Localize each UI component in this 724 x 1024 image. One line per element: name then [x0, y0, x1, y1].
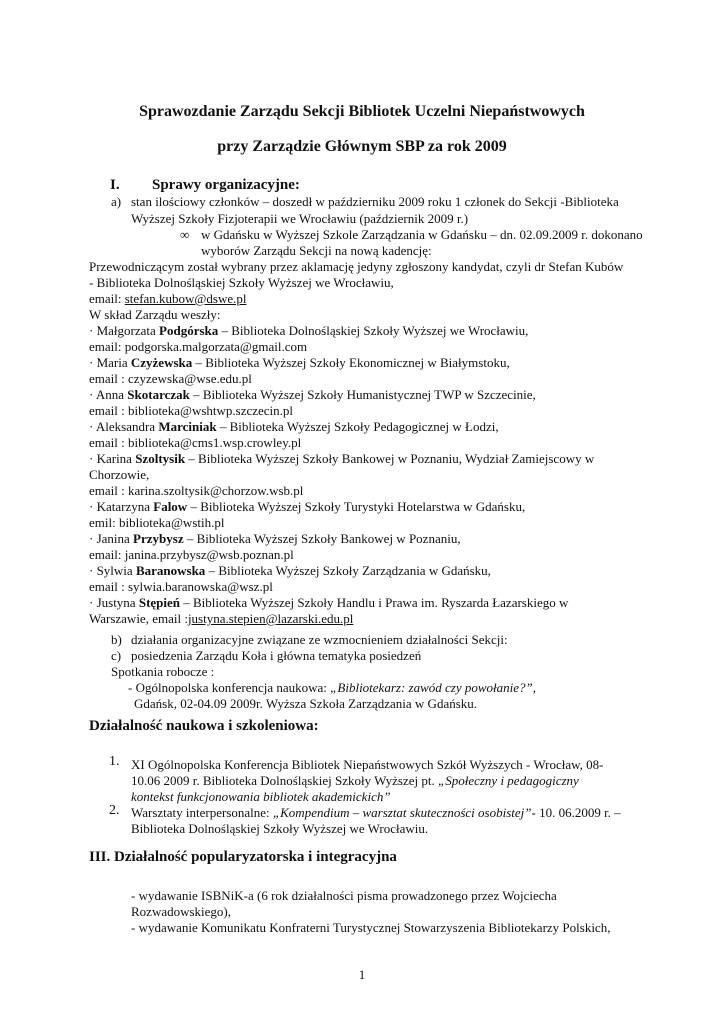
section-2-item-1-title: „Społeczny i pedagogiczny	[437, 773, 579, 788]
member-email: email : biblioteka@cms1.wsp.crowley.pl	[89, 435, 302, 450]
member-email-label: Warszawie, email :	[89, 611, 188, 626]
member-line	[89, 386, 536, 403]
document-title-line2: przy Zarządzie Głównym SBP za rok 2009	[217, 138, 507, 155]
member-library: – Biblioteka Wyższej Szkoły Turystyki Hotelarstwa w Gdańsku,	[187, 499, 526, 514]
section-1-heading: Sprawy organizacyjne:	[152, 177, 300, 193]
member-line	[89, 594, 568, 611]
member-library: – Biblioteka Wyższej Szkoły Zarządzania w Gdańsku,	[205, 563, 491, 578]
member-first-name: · Karina	[89, 451, 136, 466]
chair-email-label: email:	[89, 291, 125, 306]
member-surname: Czyżewska	[130, 355, 193, 370]
member-email: email : sylwia.baranowska@wsz.pl	[89, 579, 273, 594]
member-first-name: · Janina	[89, 531, 134, 546]
member-library: – Biblioteka Wyższej Szkoły Bankowej w Poznaniu,	[183, 531, 461, 546]
conference-title: „Bibliotekarz: zawód czy powołanie?”,	[330, 680, 537, 695]
member-line	[89, 498, 525, 515]
member-email: email: janina.przybysz@wsb.poznan.pl	[89, 547, 294, 562]
section-2-item-1-text: 10.06 2009 r. Biblioteka Dolnośląskiej Szkoły Wyższej pt.	[131, 773, 438, 788]
chair-email-line	[89, 290, 246, 307]
member-email: emil: biblioteka@wstih.pl	[89, 515, 225, 530]
member-email: email : karina.szoltysik@chorzow.wsb.pl	[89, 483, 304, 498]
member-surname: Przybysz	[133, 531, 184, 546]
section-3-line2: Rozwadowskiego),	[131, 904, 232, 919]
member-line	[89, 418, 499, 435]
section-3-heading: III. Działalność popularyzatorska i integracyjna	[89, 849, 397, 865]
conference-line1	[128, 679, 536, 696]
member-surname: Szoltysik	[135, 451, 186, 466]
item-a-line2: Wyższej Szkoły Fizjoterapii we Wrocławiu (październik 2009 r.)	[131, 211, 469, 226]
page-number: 1	[358, 967, 366, 982]
member-surname: Marciniak	[158, 419, 217, 434]
member-first-name: · Justyna	[89, 595, 139, 610]
bullet-line2: wyborów Zarządu Sekcji na nową kadencję:	[201, 243, 432, 258]
member-surname: Podgórska	[159, 323, 219, 338]
section-2-item-2-number: 2.	[109, 803, 120, 818]
section-1-numeral: I.	[110, 177, 120, 193]
section-2-item-1-line2	[131, 772, 579, 789]
member-email: email: podgorska.malgorzata@gmail.com	[89, 339, 308, 354]
member-library: – Biblioteka Wyższej Szkoły Pedagogicznej w Łodzi,	[216, 419, 499, 434]
member-line	[89, 322, 528, 339]
item-c-marker: c)	[111, 648, 122, 663]
section-2-item-2-line2: Biblioteka Dolnośląskiej Szkoły Wyższej we Wrocławiu.	[131, 821, 429, 836]
member-first-name: · Sylwia	[89, 563, 136, 578]
member-first-name: · Aleksandra	[89, 419, 159, 434]
member-line	[89, 450, 594, 467]
bullet-line1: w Gdańsku w Wyższej Szkole Zarządzania w Gdańsku – dn. 02.09.2009 r. dokonano	[201, 227, 643, 242]
document-title-line1: Sprawozdanie Zarządu Sekcji Bibliotek Uczelni Niepaństwowych	[139, 103, 585, 120]
member-library: – Biblioteka Wyższej Szkoły Ekonomicznej w Białymstoku,	[192, 355, 510, 370]
item-c-text: posiedzenia Zarządu Koła i główna tematyka posiedzeń	[131, 648, 422, 663]
member-library: – Biblioteka Wyższej Szkoły Bankowej w Poznaniu, Wydział Zamiejscowy w	[185, 451, 595, 466]
member-email: email : biblioteka@wshtwp.szczecin.pl	[89, 403, 294, 418]
section-3-line3: - wydawanie Komunikatu Konfraterni Turystycznej Stowarzyszenia Bibliotekarzy Polskich,	[131, 920, 611, 935]
member-first-name: · Anna	[89, 387, 128, 402]
chair-line2: - Biblioteka Dolnośląskiej Szkoły Wyższej we Wrocławiu,	[89, 275, 394, 290]
item-b-marker: b)	[111, 632, 122, 647]
member-library: – Biblioteka Wyższej Szkoły Handlu i Prawa im. Ryszarda Łazarskiego w	[180, 595, 569, 610]
member-surname: Falow	[153, 499, 188, 514]
member-surname: Stępień	[138, 595, 181, 610]
member-line	[89, 354, 510, 371]
chair-line1: Przewodniczącym został wybrany przez aklamację jedyny zgłoszony kandydat, czyli dr Stefan Kubów	[89, 259, 624, 274]
board-intro: W skład Zarządu weszły:	[89, 307, 221, 322]
member-library: – Biblioteka Dolnośląskiej Szkoły Wyższej we Wrocławiu,	[218, 323, 529, 338]
member-library-continued: Chorzowie,	[89, 467, 150, 482]
conference-label: - Ogólnopolska konferencja naukowa:	[128, 680, 331, 695]
member-surname: Skotarczak	[127, 387, 190, 402]
member-first-name: · Maria	[89, 355, 131, 370]
section-2-item-2-date: - 10. 06.2009 r. –	[531, 805, 621, 820]
section-2-item-1-line1: XI Ogólnopolska Konferencja Bibliotek Niepaństwowych Szkół Wyższych - Wrocław, 08-	[131, 757, 604, 772]
section-2-item-2-text: Warsztaty interpersonalne:	[131, 805, 273, 820]
section-2-item-1-line3	[131, 788, 391, 805]
item-a-line1: stan ilościowy członków – doszedł w październiku 2009 roku 1 członek do Sekcji -Biblioteka	[131, 194, 619, 209]
item-b-text: działania organizacyjne związane ze wzmocnieniem działalności Sekcji:	[131, 632, 508, 647]
section-3-line1: - wydawanie ISBNiK-a (6 rok działalności pisma prowadzonego przez Wojciecha	[131, 888, 557, 903]
section-2-item-2-line1	[131, 804, 621, 821]
section-2-item-1-number: 1.	[109, 754, 120, 769]
chair-email-link[interactable]: stefan.kubow@dswe.pl	[124, 291, 247, 306]
member-email: email : czyzewska@wse.edu.pl	[89, 371, 252, 386]
section-2-heading: Działalność naukowa i szkoleniowa:	[89, 718, 319, 734]
member-first-name: · Małgorzata	[89, 323, 160, 338]
item-a-marker: a)	[111, 194, 122, 209]
member-first-name: · Katarzyna	[89, 499, 154, 514]
member-line	[89, 562, 491, 579]
meetings-label: Spotkania robocze :	[111, 664, 215, 679]
conference-line2: Gdańsk, 02-04.09 2009r. Wyższa Szkoła Zarządzania w Gdańsku.	[134, 696, 478, 711]
member-email-link[interactable]: justyna.stepien@lazarski.edu.pl	[187, 611, 354, 626]
section-2-item-2-title: „Kompendium – warsztat skuteczności osobistej”	[272, 805, 532, 820]
section-2-item-1-title-continued: kontekst funkcjonowania bibliotek akademickich”	[131, 789, 391, 804]
member-library: – Biblioteka Wyższej Szkoły Humanistycznej TWP w Szczecinie,	[189, 387, 536, 402]
member-email-line	[89, 610, 353, 627]
bullet-icon: ∞	[180, 227, 190, 242]
member-surname: Baranowska	[135, 563, 206, 578]
member-line	[89, 530, 461, 547]
